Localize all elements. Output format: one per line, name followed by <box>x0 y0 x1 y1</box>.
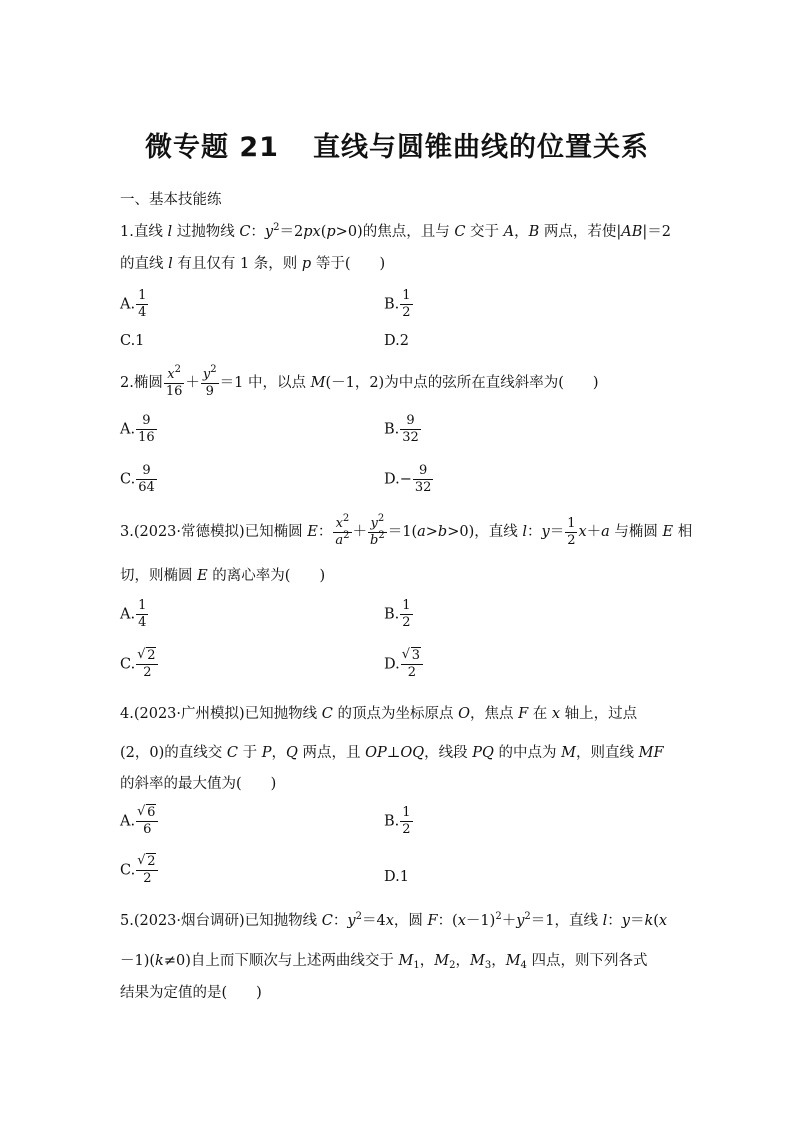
question-3-source: (2023·常德模拟) <box>133 524 245 540</box>
question-2-line-1: 2.椭圆 $\frac{x^2}{16}$ ＋ $\frac{y^2}{9}$ ＝1 中，以点 M(－1，2)为中点的弦所在直线斜率为( ) <box>120 363 599 399</box>
question-4-number: 4. <box>120 706 134 722</box>
title-prefix: 微专题 21 <box>145 132 279 163</box>
question-4-source: (2023·广州模拟) <box>133 706 245 722</box>
question-5-line-2: －1)(k≠0)自上而下顺次与上述两曲线交于 $M_1$，$M_2$，$M_3$，$M_4$ 四点，则下列各式 <box>120 953 648 971</box>
q3-option-a[interactable]: A. $\frac{1}{4}$ <box>120 598 147 630</box>
q2-option-b[interactable]: B. $\frac{9}{32}$ <box>384 413 419 445</box>
question-5-source: (2023·烟台调研) <box>133 913 245 929</box>
question-2-number: 2. <box>120 375 134 391</box>
q4-option-d[interactable]: D.1 <box>384 869 409 885</box>
question-3-line-1: 3.(2023·常德模拟)已知椭圆 E： $\frac{x^2}{a^2}$ ＋ $\frac{y^2}{b^2}$ ＝1(a>b>0)，直线 l：y＝ $\frac{1}{2}$ x＋a 与椭圆 E 相 <box>120 512 693 548</box>
q3-option-c[interactable]: C. √ $\frac{2}{2}$ <box>120 648 159 681</box>
section-heading: 一、基本技能练 <box>120 192 222 208</box>
question-3-line-2: 切，则椭圆 E 的离心率为( ) <box>120 568 326 584</box>
question-5-number: 5. <box>120 913 134 929</box>
q2-option-c[interactable]: C. $\frac{9}{64}$ <box>120 463 155 495</box>
question-1-number: 1. <box>120 224 134 240</box>
q2-option-d[interactable]: D.− $\frac{9}{32}$ <box>384 463 432 495</box>
question-4-line-3: 的斜率的最大值为( ) <box>120 776 277 792</box>
page-title <box>0 125 794 164</box>
question-5-line-1: 5.(2023·烟台调研)已知抛物线 C：$y^2=4x$，圆 F：$(x-1)^2+y^2=1$，直线 l：y＝k(x <box>120 911 668 929</box>
q1-option-d[interactable]: D.2 <box>384 333 409 349</box>
question-3-number: 3. <box>120 524 134 540</box>
question-1-line-2: 的直线 l 有且仅有 1 条，则 p 等于( ) <box>120 256 386 272</box>
q1-option-b[interactable]: B. $\frac{1}{2}$ <box>384 288 411 320</box>
q4-option-b[interactable]: B. $\frac{1}{2}$ <box>384 805 411 837</box>
q1-option-c[interactable]: C.1 <box>120 333 145 349</box>
q3-option-b[interactable]: B. $\frac{1}{2}$ <box>384 598 411 630</box>
title-main: 直线与圆锥曲线的位置关系 <box>312 132 649 163</box>
q4-option-a[interactable]: A. √ $\frac{6}{6}$ <box>120 805 159 838</box>
q3-option-d[interactable]: D. √ $\frac{3}{2}$ <box>384 648 424 681</box>
question-4-line-2: (2，0)的直线交 C 于 P，Q 两点，且 OP⊥OQ，线段 PQ 的中点为 M，则直线 MF <box>120 745 664 761</box>
q2-option-a[interactable]: A. $\frac{9}{16}$ <box>120 413 155 445</box>
question-1-line-1: 1.直线 l 过抛物线 C：$y^2=2px(p>0)$的焦点，且与 C 交于 A，B 两点，若使|AB|＝2 <box>120 222 672 240</box>
question-5-line-3: 结果为定值的是( ) <box>120 985 262 1001</box>
question-4-line-1: 4.(2023·广州模拟)已知抛物线 C 的顶点为坐标原点 O，焦点 F 在 x 轴上，过点 <box>120 706 638 722</box>
q1-option-a[interactable]: A. $\frac{1}{4}$ <box>120 288 147 320</box>
q4-option-c[interactable]: C. √ $\frac{2}{2}$ <box>120 854 159 887</box>
